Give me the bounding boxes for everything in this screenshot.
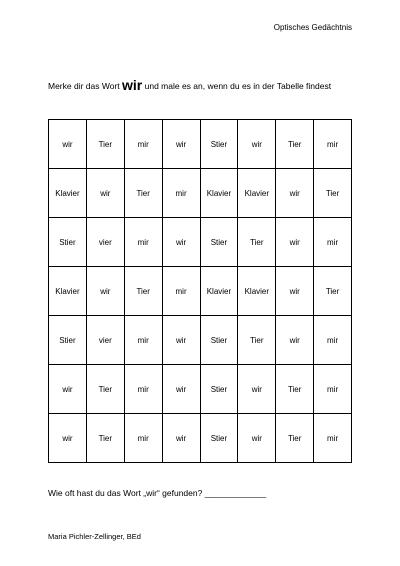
word-grid-body [49,120,352,463]
grid-cell[interactable]: Stier [200,316,238,365]
grid-cell[interactable]: vier [86,316,124,365]
grid-row [49,316,352,365]
grid-cell[interactable]: Tier [276,414,314,463]
grid-cell[interactable]: Tier [86,365,124,414]
grid-cell[interactable]: wir [162,218,200,267]
grid-cell[interactable]: mir [162,169,200,218]
grid-row [49,169,352,218]
grid-cell[interactable]: mir [124,414,162,463]
page-header: Optisches Gedächtnis [273,23,352,32]
grid-cell[interactable]: wir [238,365,276,414]
grid-cell[interactable]: mir [124,365,162,414]
grid-cell[interactable]: Tier [276,120,314,169]
grid-cell[interactable]: Tier [314,267,352,316]
grid-cell[interactable]: wir [276,218,314,267]
grid-row [49,218,352,267]
grid-row [49,365,352,414]
grid-cell[interactable]: wir [162,316,200,365]
grid-cell[interactable]: vier [86,218,124,267]
grid-cell[interactable]: wir [162,365,200,414]
grid-cell[interactable]: wir [162,414,200,463]
grid-cell[interactable]: Klavier [200,267,238,316]
grid-cell[interactable]: wir [162,120,200,169]
grid-cell[interactable]: Tier [86,120,124,169]
grid-cell[interactable]: Klavier [238,169,276,218]
grid-cell[interactable]: Stier [200,120,238,169]
grid-row [49,120,352,169]
grid-cell[interactable]: wir [49,365,87,414]
count-question: Wie oft hast du das Wort „wir“ gefunden? _____________ [48,488,267,498]
grid-cell[interactable]: Tier [124,169,162,218]
grid-cell[interactable]: Stier [200,414,238,463]
grid-cell[interactable]: Stier [49,316,87,365]
grid-cell[interactable]: mir [124,218,162,267]
grid-cell[interactable]: mir [124,120,162,169]
grid-cell[interactable]: Stier [49,218,87,267]
grid-cell[interactable]: wir [276,267,314,316]
target-word: wir [122,77,143,93]
grid-cell[interactable]: Tier [86,414,124,463]
grid-cell[interactable]: mir [124,316,162,365]
grid-cell[interactable]: Klavier [49,267,87,316]
grid-cell[interactable]: mir [314,218,352,267]
instruction-text [48,77,358,93]
author-footer: Maria Pichler-Zellinger, BEd [48,532,141,541]
instruction-before: Merke dir das Wort [48,81,123,91]
grid-cell[interactable]: mir [314,316,352,365]
grid-cell[interactable]: Klavier [49,169,87,218]
grid-cell[interactable]: wir [276,169,314,218]
grid-row [49,414,352,463]
grid-cell[interactable]: Klavier [238,267,276,316]
grid-cell[interactable]: wir [86,169,124,218]
grid-cell[interactable]: Klavier [200,169,238,218]
grid-cell[interactable]: wir [238,120,276,169]
grid-cell[interactable]: Tier [124,267,162,316]
grid-row [49,267,352,316]
grid-cell[interactable]: Tier [238,316,276,365]
grid-cell[interactable]: mir [162,267,200,316]
grid-cell[interactable]: mir [314,365,352,414]
grid-cell[interactable]: mir [314,120,352,169]
grid-cell[interactable]: Stier [200,365,238,414]
grid-cell[interactable]: Tier [314,169,352,218]
word-grid [48,119,352,463]
grid-cell[interactable]: wir [238,414,276,463]
grid-cell[interactable]: wir [49,120,87,169]
instruction-after: und male es an, wenn du es in der Tabelle findest [142,81,332,91]
grid-cell[interactable]: wir [49,414,87,463]
grid-cell[interactable]: Tier [276,365,314,414]
grid-cell[interactable]: wir [276,316,314,365]
grid-cell[interactable]: wir [86,267,124,316]
grid-cell[interactable]: mir [314,414,352,463]
grid-cell[interactable]: Stier [200,218,238,267]
grid-cell[interactable]: Tier [238,218,276,267]
